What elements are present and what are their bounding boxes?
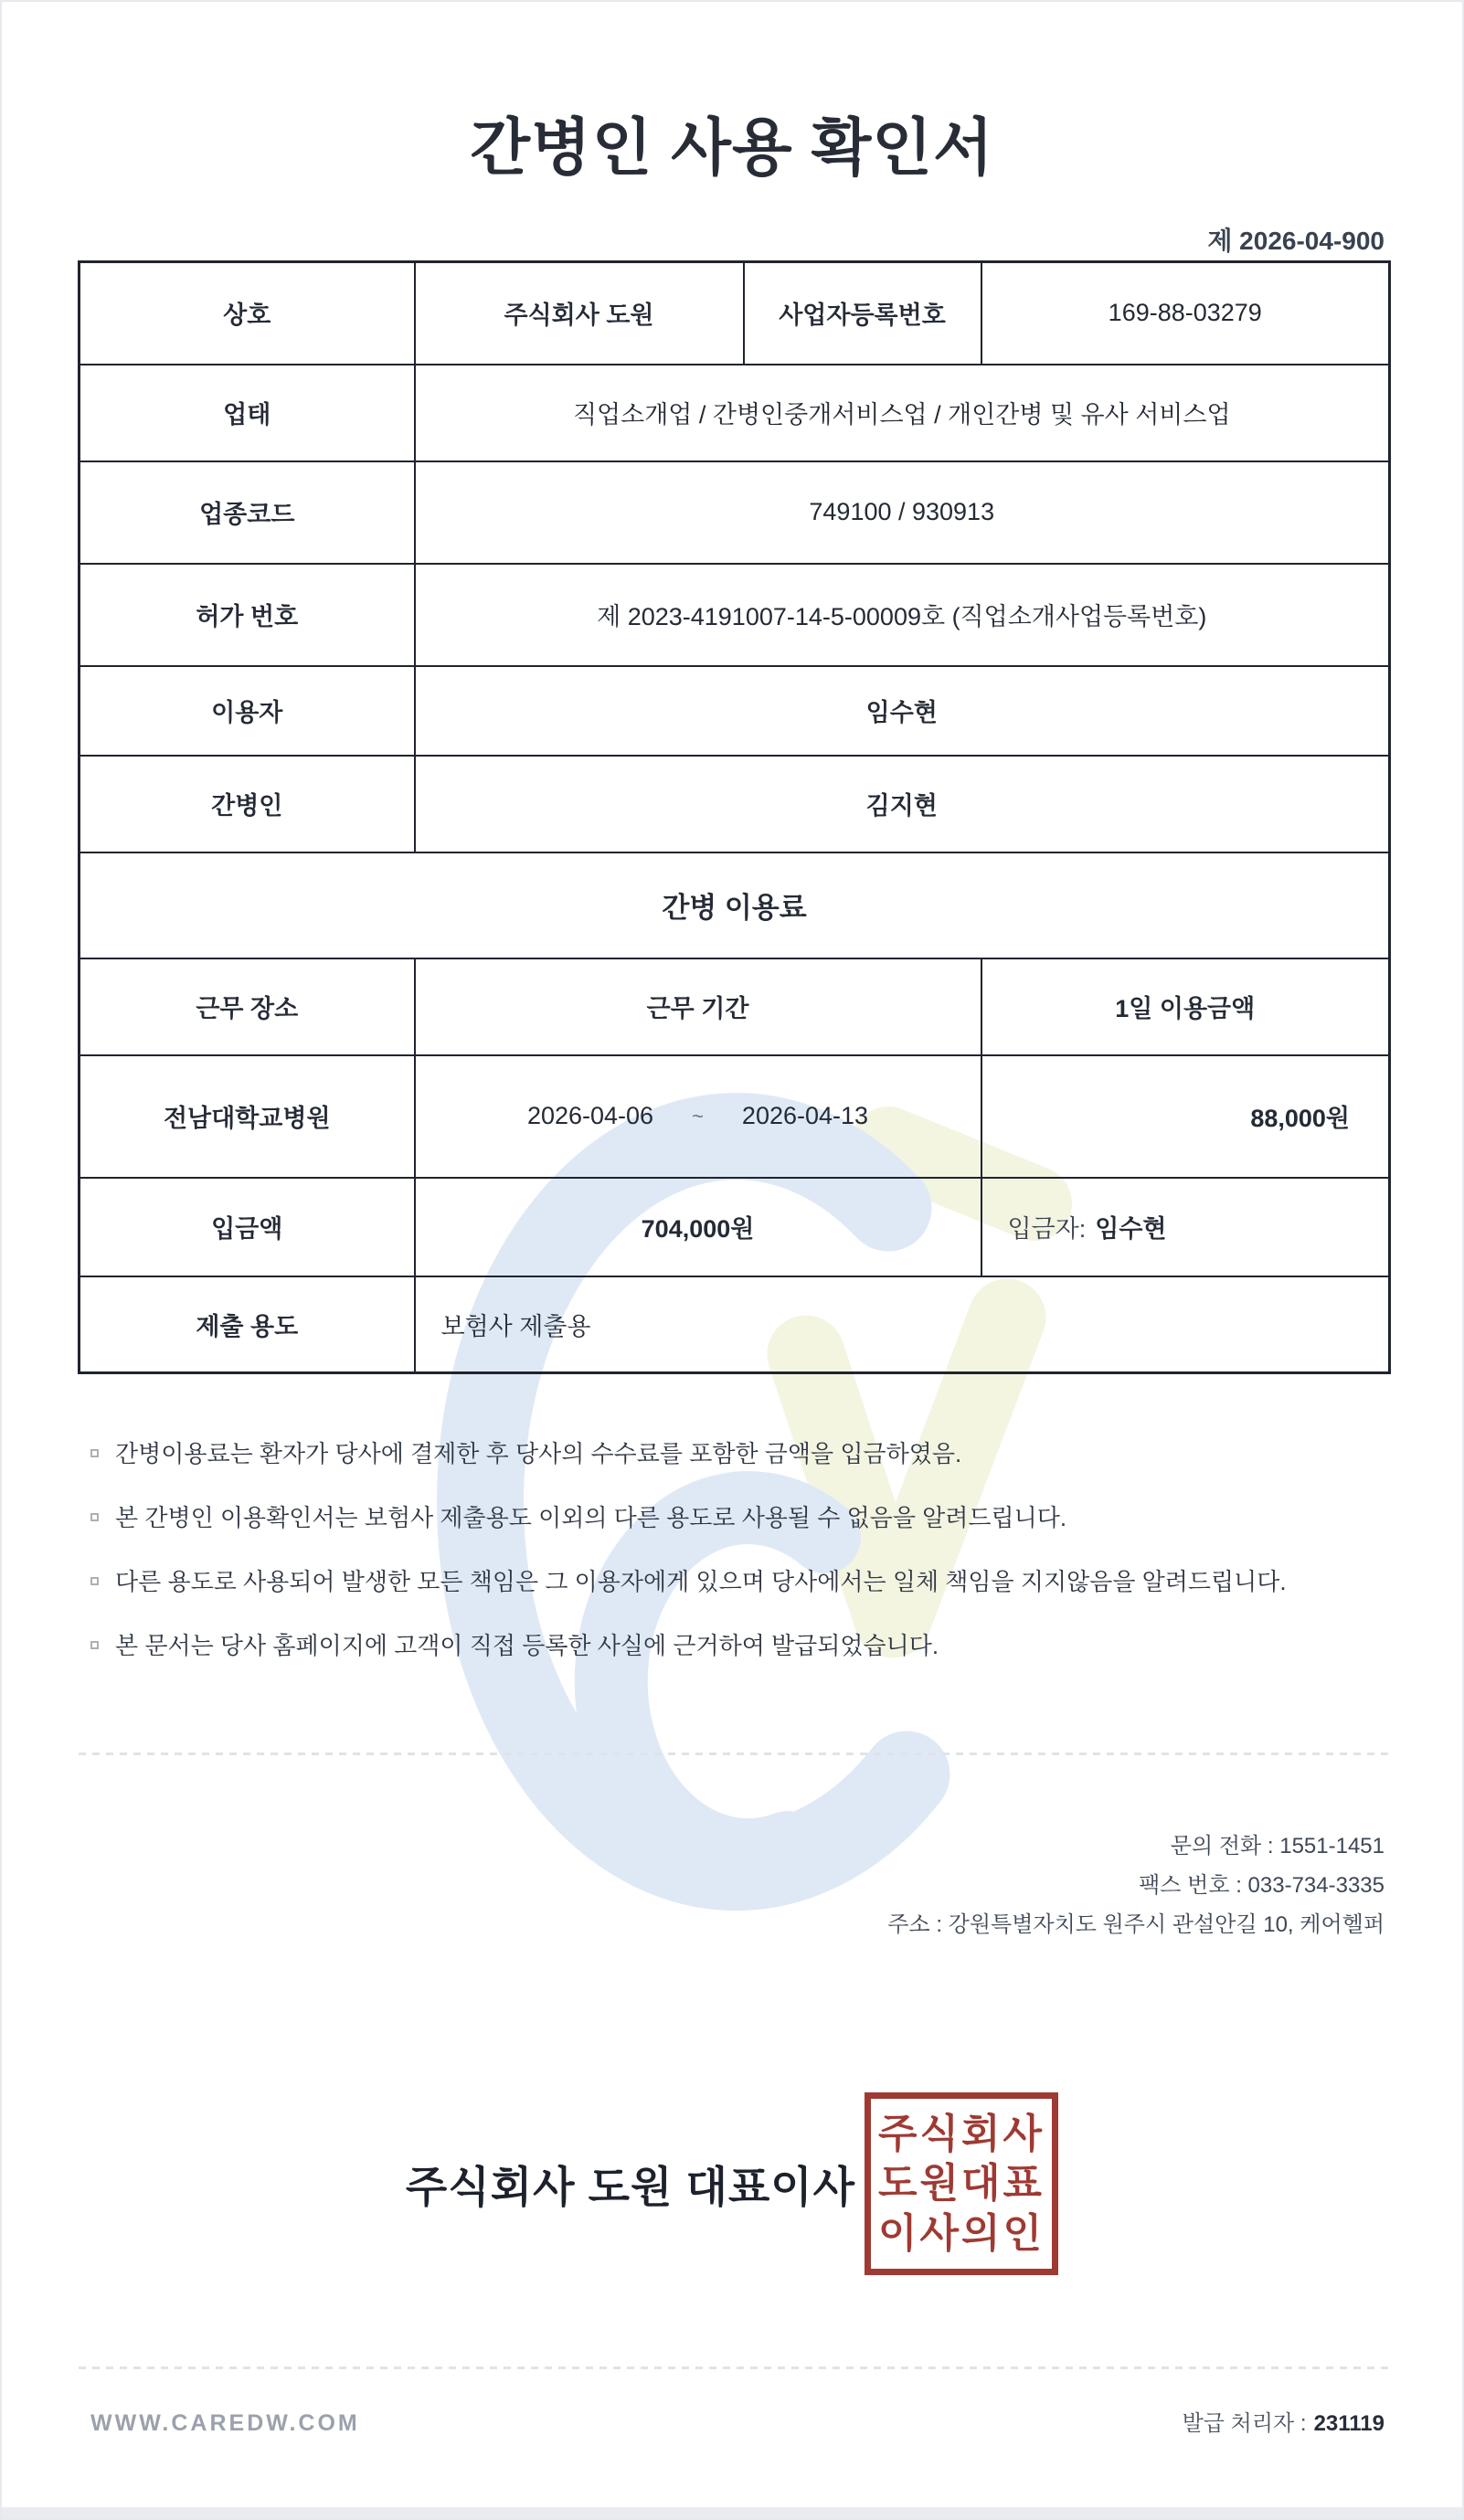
- company-value: 주식회사 도원: [415, 262, 744, 365]
- stamp-row: 이사의인: [878, 2210, 1045, 2256]
- row-purpose: [80, 1276, 1390, 1373]
- purpose-value: 보험사 제출용: [415, 1276, 1390, 1373]
- daily-value: 88,000원: [981, 1055, 1390, 1178]
- note-text: 본 문서는 당사 홈페이지에 고객이 직접 등록한 사실에 근거하여 발급되었습니다.: [115, 1632, 939, 1659]
- document-number: 제 2026-04-900: [1207, 227, 1384, 255]
- row-company: [80, 262, 1390, 365]
- license-value: 제 2023-4191007-14-5-00009호 (직업소개사업등록번호): [415, 564, 1390, 666]
- dashed-divider: [79, 2366, 1389, 2369]
- note-item: [90, 1566, 1380, 1597]
- note-text: 본 간병인 이용확인서는 보험사 제출용도 이외의 다른 용도로 사용될 수 없음을 알려드립니다.: [115, 1504, 1067, 1531]
- row-license: [80, 564, 1390, 666]
- license-label: 허가 번호: [80, 564, 415, 666]
- note-item: [90, 1438, 1380, 1469]
- user-label: 이용자: [80, 666, 415, 756]
- corporate-seal-stamp: [865, 2092, 1058, 2275]
- stamp-row: 주식회사: [878, 2111, 1045, 2156]
- deposit-label: 입금액: [80, 1178, 415, 1276]
- place-header: 근무 장소: [80, 958, 415, 1055]
- square-bullet-icon: [90, 1577, 99, 1585]
- period-start: 2026-04-06: [526, 1102, 654, 1129]
- depositor-label: 입금자:: [1007, 1215, 1087, 1243]
- period-end: 2026-04-13: [741, 1102, 869, 1129]
- depositor-cell: [981, 1178, 1390, 1276]
- note-item: [90, 1630, 1380, 1661]
- row-industry-code: [80, 461, 1390, 564]
- notes-list: [90, 1438, 1380, 1694]
- issuer-info: [1183, 2405, 1384, 2437]
- caregiver-value: 김지현: [415, 756, 1390, 852]
- square-bullet-icon: [90, 1641, 99, 1649]
- company-label: 상호: [80, 262, 415, 365]
- note-text: 간병이용료는 환자가 당사에 결제한 후 당사의 수수료를 포함한 금액을 입금하였음.: [115, 1440, 962, 1467]
- row-fee-data: [80, 1055, 1390, 1178]
- period-value: [415, 1055, 981, 1178]
- issuer-label: 발급 처리자 :: [1182, 2411, 1307, 2436]
- content-layer: [2, 2, 1462, 2518]
- page-footer: [90, 2405, 1384, 2437]
- row-business-type: [80, 365, 1390, 461]
- biz-reg-label: 사업자등록번호: [744, 262, 981, 365]
- note-item: [90, 1502, 1380, 1533]
- contact-fax: 팩스 번호 : 033-734-3335: [1139, 1873, 1384, 1898]
- square-bullet-icon: [90, 1513, 99, 1521]
- document-title: 간병인 사용 확인서: [470, 113, 994, 183]
- industry-code-label: 업종코드: [80, 461, 415, 564]
- row-fee-section: [80, 852, 1390, 958]
- caregiver-label: 간병인: [80, 756, 415, 852]
- row-deposit: [80, 1178, 1390, 1276]
- row-caregiver: [80, 756, 1390, 852]
- note-text: 다른 용도로 사용되어 발생한 모든 책임은 그 이용자에게 있으며 당사에서는 일체 책임을 지지않음을 알려드립니다.: [115, 1568, 1287, 1595]
- deposit-value: 704,000원: [415, 1178, 981, 1276]
- company-signature-text: 주식회사 도원 대표이사: [405, 2162, 856, 2211]
- place-value: 전남대학교병원: [80, 1055, 415, 1178]
- business-type-value: 직업소개업 / 간병인중개서비스업 / 개인간병 및 유사 서비스업: [415, 365, 1390, 461]
- issuer-value: 231119: [1313, 2411, 1384, 2436]
- signature-block: [2, 2092, 1462, 2275]
- stamp-row: 도원대표: [878, 2161, 1045, 2206]
- square-bullet-icon: [90, 1449, 99, 1457]
- business-type-label: 업태: [80, 365, 415, 461]
- period-range: [527, 1102, 868, 1130]
- info-table: [78, 260, 1391, 1374]
- fee-section-title: 간병 이용료: [80, 852, 1390, 958]
- row-fee-headers: [80, 958, 1390, 1055]
- page-bottom-edge: [2, 2507, 1462, 2518]
- dashed-divider: [79, 1752, 1389, 1755]
- tilde-separator: ~: [692, 1104, 704, 1128]
- daily-header: 1일 이용금액: [981, 958, 1390, 1055]
- contact-phone: 문의 전화 : 1551-1451: [1170, 1834, 1384, 1858]
- user-value: 임수현: [415, 666, 1390, 756]
- contact-info: [887, 1826, 1384, 1944]
- row-user: [80, 666, 1390, 756]
- website-text: WWW.CAREDW.COM: [90, 2410, 360, 2436]
- purpose-label: 제출 용도: [80, 1276, 415, 1373]
- biz-reg-value: 169-88-03279: [981, 262, 1390, 365]
- contact-address: 주소 : 강원특별자치도 원주시 관설안길 10, 케어헬퍼: [887, 1912, 1384, 1937]
- depositor-name: 임수현: [1095, 1215, 1167, 1243]
- industry-code-value: 749100 / 930913: [415, 461, 1390, 564]
- period-header: 근무 기간: [415, 958, 981, 1055]
